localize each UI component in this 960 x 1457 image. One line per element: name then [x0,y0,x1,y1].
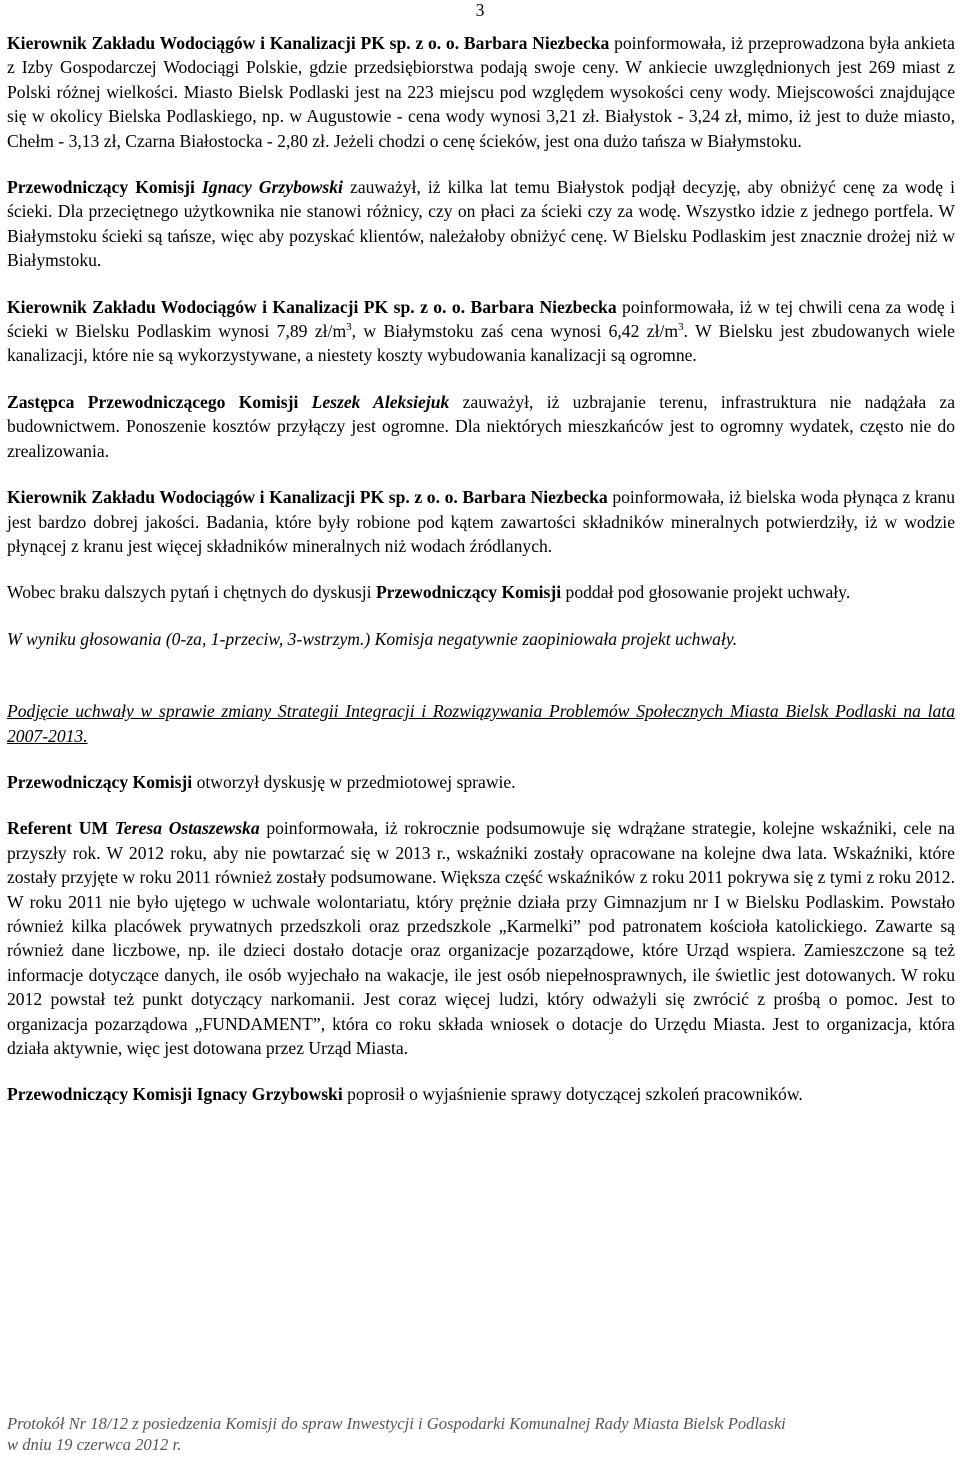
paragraph-niezbecka-prices [7,295,955,368]
agenda-item-title [7,699,955,748]
speaker-name: Ignacy Grzybowski [201,177,343,198]
document-body [7,31,955,1107]
paragraph-text: W wyniku głosowania (0-za, 1-przeciw, 3-wstrzym.) Komisja negatywnie zaopiniowała projekt uchwały. [7,628,738,649]
paragraph-text: Podjęcie uchwały w sprawie zmiany Strategii Integracji i Rozwiązywania Problemów Społecznych Miasta Bielsk Podlaski na lata 2007-2013. [7,701,955,746]
speaker: Przewodniczący Komisji [7,177,202,198]
superscript: 3 [346,321,352,334]
speaker: Kierownik Zakładu Wodociągów i Kanalizacji PK sp. z o. o. Barbara Niezbecka [7,296,617,317]
paragraph-text: Wobec braku dalszych pytań i chętnych do dyskusji [7,582,376,603]
paragraph-grzybowski-request [7,1082,955,1106]
paragraph-niezbecka-quality [7,485,955,558]
paragraph-discussion-open [7,770,955,794]
speaker: Przewodniczący Komisji Ignacy Grzybowski [7,1084,343,1105]
footer-line: w dniu 19 czerwca 2012 r. [7,1435,182,1454]
page-number: 3 [475,0,485,20]
paragraph-ostaszewska-report [7,816,955,1060]
paragraph-text: . W Bielsku jest zbudowanych wiele kanalizacji, które nie są wykorzystywane, a niestety koszty wybudowania kanalizacji są ogromne. [7,321,955,366]
paragraph-text: poinformowała, iż rokrocznie podsumowuje się wdrążane strategie, kolejne wskaźniki, cele na przyszły rok. W 2012 roku, aby nie powtarzać się w 2013 r., wskaźniki zostały opracowane na kolejne dwa lata. Wskaźniki, które zostały przyjęte w roku 2011 również zostały podsumowane. Większa część wskaźników z roku 2011 pokrywa się z tymi z roku 2012. W roku 2011 nie było ujętego w uchwale wolontariatu, który prężnie działa przy Gimnazjum nr I w Bielsku Podlaskim. Powstało również kilka placówek prywatnych przedszkoli oraz przedszkole „Karmelki” pod patronatem kościoła katolickiego. Zawarte są również dane liczbowe, np. ile dzieci dostało dotacje oraz organizacje pozarządowe, które Urząd wspiera. Zamieszczone są też informacje dotyczące danych, ile osób wyjechało na wakacje, ile jest osób niepełnosprawnych, ile świetlic jest dotowanych. W roku 2012 powstał też punkt dotyczący narkomanii. Jest coraz więcej ludzi, który odważyli się zwrócić z prośbą o pomoc. Jest to organizacja pozarządowa „FUNDAMENT”, która co roku składa wniosek o dotacje do Urzędu Miasta. Jest to organizacja, która działa aktywnie, więc jest dotowana przez Urząd Miasta. [7,818,955,1058]
superscript: 3 [678,321,684,334]
paragraph-text: zauważył, iż uzbrajanie terenu, infrastruktura nie nadążała za budownictwem. Ponoszenie kosztów przyłączy jest ogromne. Dla niektórych mieszkańców jest to ogromny wydatek, często nie do zrealizowania. [7,391,956,461]
speaker-name: Teresa Ostaszewska [114,818,260,839]
speaker: Przewodniczący Komisji [375,582,562,603]
paragraph-aleksiejuk-remark [7,390,955,463]
paragraph-niezbecka-survey [7,31,955,153]
paragraph-text: poinformowała, iż w tej chwili cena za wodę i ścieki w Bielsku Podlaskim wynosi 7,89 zł/m [7,296,955,342]
paragraph-text: , w Białymstoku zaś cena wynosi 6,42 zł/m [351,321,679,342]
speaker-name: Leszek Aleksiejuk [311,391,450,412]
speaker: Zastępca Przewodniczącego Komisji [7,391,312,412]
paragraph-text: otworzył dyskusję w przedmiotowej sprawie. [192,771,516,792]
paragraph-text: poinformowała, iż przeprowadzona była ankieta z Izby Gospodarczej Wodociągi Polskie, gdzie przedsiębiorstwa podają swoje ceny. W ankiecie uwzględnionych jest 269 miast z Polski różnej wielkości. Miasto Bielsk Podlaski jest na 223 miejscu pod względem wysokości ceny wody. Miejscowości znajdujące się w okolicy Bielska Podlaskiego, np. w Augustowie - cena wody wynosi 3,21 zł. Białystok - 3,24 zł, mimo, iż jest to duże miasto, Chełm - 3,13 zł, Czarna Białostocka - 2,80 zł. Jeżeli chodzi o cenę ścieków, jest ona dużo tańsza w Białymstoku. [7,33,955,151]
paragraph-text: zauważył, iż kilka lat temu Białystok podjął decyzję, aby obniżyć cenę za wodę i ścieki. Dla przeciętnego użytkownika nie stanowi różnicy, czy on płaci za ścieki czy za wodę. Wszystko idzie z jednego portfela. W Białymstoku ścieki są tańsze, więc aby pozyskać klientów, należałoby obniżyć cenę. W Bielsku Podlaskim jest znacznie drożej niż w Białymstoku. [7,177,955,271]
paragraph-text: poddał pod głosowanie projekt uchwały. [561,582,851,603]
speaker: Przewodniczący Komisji [7,771,193,792]
page-footer [7,1413,955,1455]
footer-line: Protokół Nr 18/12 z posiedzenia Komisji do spraw Inwestycji i Gospodarki Komunalnej Rady Miasta Bielsk Podlaski [7,1414,786,1433]
paragraph-vote-call [7,580,955,604]
paragraph-grzybowski-remark [7,175,955,273]
vote-result [7,627,955,651]
speaker: Kierownik Zakładu Wodociągów i Kanalizacji PK sp. z o. o. Barbara Niezbecka [7,33,610,53]
paragraph-text: poprosił o wyjaśnienie sprawy dotyczącej szkoleń pracowników. [342,1084,803,1105]
speaker: Kierownik Zakładu Wodociągów i Kanalizacji PK sp. z o. o. Barbara Niezbecka [7,487,608,508]
speaker: Referent UM [7,818,115,839]
paragraph-text: poinformowała, iż bielska woda płynąca z kranu jest bardzo dobrej jakości. Badania, które były robione pod kątem zawartości składników mineralnych potwierdziły, iż w wodzie płynącej z kranu jest więcej składników mineralnych niż wodach źródlanych. [7,487,955,556]
